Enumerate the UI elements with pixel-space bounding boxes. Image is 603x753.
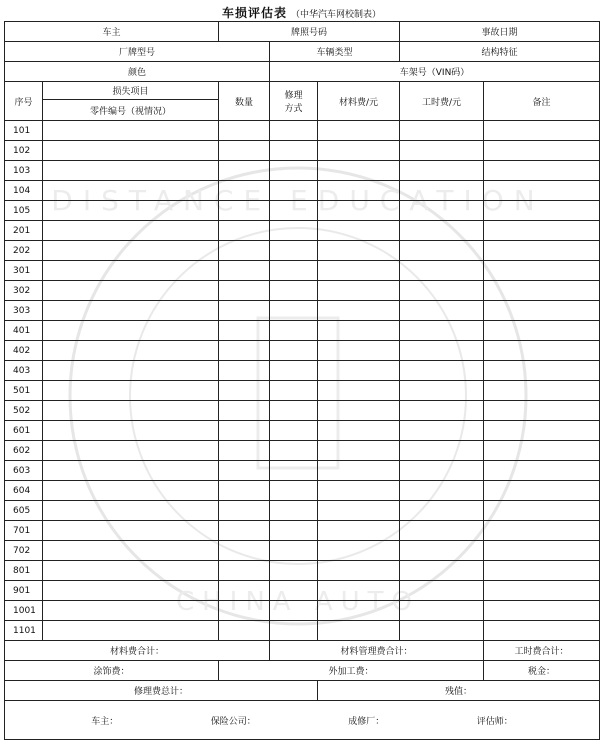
part-cell[interactable] [43, 581, 219, 601]
sign-assessor: 评估师： [476, 716, 513, 727]
material-fee-cell[interactable] [318, 381, 400, 401]
item-code: 604 [5, 481, 43, 501]
remark-cell[interactable] [484, 381, 600, 401]
brand-model-label: 厂牌型号 [5, 42, 270, 62]
material-total-label: 材料费合计： [5, 641, 270, 661]
part-cell[interactable] [43, 601, 219, 621]
color-label: 颜色 [5, 62, 270, 82]
plate-label: 牌照号码 [219, 22, 400, 42]
material-fee-cell[interactable] [318, 201, 400, 221]
remark-cell[interactable] [484, 341, 600, 361]
item-code: 101 [5, 121, 43, 141]
material-fee-cell[interactable] [318, 541, 400, 561]
remark-cell[interactable] [484, 221, 600, 241]
title-sub: （中华汽车网校制表） [291, 10, 382, 20]
qty-cell[interactable] [219, 381, 270, 401]
material-mgmt-total-label: 材料管理费合计： [270, 641, 484, 661]
labor-fee-cell[interactable] [400, 201, 484, 221]
material-fee-cell[interactable] [318, 301, 400, 321]
damage-assessment-table [4, 21, 600, 740]
item-row [5, 261, 600, 281]
qty-cell[interactable] [219, 281, 270, 301]
repair-method-cell[interactable] [270, 461, 318, 481]
qty-cell[interactable] [219, 521, 270, 541]
remark-cell[interactable] [484, 181, 600, 201]
qty-cell[interactable] [219, 481, 270, 501]
column-header-row-1 [5, 82, 600, 100]
material-fee-cell[interactable] [318, 601, 400, 621]
labor-fee-cell[interactable] [400, 381, 484, 401]
col-material-fee: 材料费/元 [318, 82, 400, 121]
labor-fee-cell[interactable] [400, 481, 484, 501]
labor-fee-cell[interactable] [400, 581, 484, 601]
part-cell[interactable] [43, 301, 219, 321]
part-cell[interactable] [43, 421, 219, 441]
item-code: 302 [5, 281, 43, 301]
form-title [0, 4, 603, 20]
qty-cell[interactable] [219, 621, 270, 641]
item-row [5, 201, 600, 221]
signature-row [5, 701, 600, 740]
item-code: 103 [5, 161, 43, 181]
remark-cell[interactable] [484, 121, 600, 141]
labor-fee-cell[interactable] [400, 341, 484, 361]
item-code: 603 [5, 461, 43, 481]
sign-repair-shop: 成修厂： [348, 716, 385, 727]
repair-method-cell[interactable] [270, 321, 318, 341]
material-fee-cell[interactable] [318, 581, 400, 601]
part-cell[interactable] [43, 501, 219, 521]
item-row [5, 241, 600, 261]
repair-method-cell[interactable] [270, 281, 318, 301]
remark-cell[interactable] [484, 301, 600, 321]
item-row [5, 141, 600, 161]
owner-label: 车主 [5, 22, 219, 42]
material-fee-cell[interactable] [318, 121, 400, 141]
item-row [5, 581, 600, 601]
remark-cell[interactable] [484, 361, 600, 381]
material-fee-cell[interactable] [318, 141, 400, 161]
item-row [5, 121, 600, 141]
structure-label: 结构特征 [400, 42, 600, 62]
col-remark: 备注 [484, 82, 600, 121]
repair-method-cell[interactable] [270, 121, 318, 141]
labor-fee-cell[interactable] [400, 561, 484, 581]
vehicle-type-label: 车辆类型 [270, 42, 400, 62]
item-row [5, 461, 600, 481]
item-code: 1001 [5, 601, 43, 621]
totals-row-1 [5, 641, 600, 661]
repair-method-cell[interactable] [270, 201, 318, 221]
labor-fee-cell[interactable] [400, 541, 484, 561]
remark-cell[interactable] [484, 241, 600, 261]
qty-cell[interactable] [219, 461, 270, 481]
repair-method-cell[interactable] [270, 621, 318, 641]
part-cell[interactable] [43, 321, 219, 341]
qty-cell[interactable] [219, 581, 270, 601]
qty-cell[interactable] [219, 341, 270, 361]
item-code: 301 [5, 261, 43, 281]
labor-fee-cell[interactable] [400, 321, 484, 341]
qty-cell[interactable] [219, 561, 270, 581]
material-fee-cell[interactable] [318, 241, 400, 261]
repair-method-cell[interactable] [270, 401, 318, 421]
item-row [5, 361, 600, 381]
col-qty: 数量 [219, 82, 270, 121]
qty-cell[interactable] [219, 261, 270, 281]
item-row [5, 401, 600, 421]
repair-method-cell[interactable] [270, 161, 318, 181]
part-cell[interactable] [43, 201, 219, 221]
repair-method-cell[interactable] [270, 521, 318, 541]
labor-fee-cell[interactable] [400, 161, 484, 181]
item-row [5, 481, 600, 501]
item-code: 1101 [5, 621, 43, 641]
item-code: 102 [5, 141, 43, 161]
part-cell[interactable] [43, 121, 219, 141]
material-fee-cell[interactable] [318, 401, 400, 421]
item-row [5, 441, 600, 461]
qty-cell[interactable] [219, 401, 270, 421]
repair-method-cell[interactable] [270, 381, 318, 401]
part-cell[interactable] [43, 561, 219, 581]
qty-cell[interactable] [219, 121, 270, 141]
remark-cell[interactable] [484, 561, 600, 581]
material-fee-cell[interactable] [318, 461, 400, 481]
item-rows [5, 121, 600, 641]
qty-cell[interactable] [219, 161, 270, 181]
remark-cell[interactable] [484, 581, 600, 601]
material-fee-cell[interactable] [318, 321, 400, 341]
col-repair-method [270, 82, 318, 121]
header-row-2 [5, 42, 600, 62]
labor-fee-cell[interactable] [400, 241, 484, 261]
item-row [5, 221, 600, 241]
item-code: 605 [5, 501, 43, 521]
part-cell[interactable] [43, 381, 219, 401]
item-row [5, 601, 600, 621]
repair-method-cell[interactable] [270, 261, 318, 281]
remark-cell[interactable] [484, 461, 600, 481]
paint-label: 涂饰费： [5, 661, 219, 681]
col-item: 损失项目 [43, 82, 219, 100]
qty-cell[interactable] [219, 301, 270, 321]
remark-cell[interactable] [484, 201, 600, 221]
item-code: 201 [5, 221, 43, 241]
qty-cell[interactable] [219, 321, 270, 341]
part-cell[interactable] [43, 181, 219, 201]
qty-cell[interactable] [219, 201, 270, 221]
qty-cell[interactable] [219, 601, 270, 621]
qty-cell[interactable] [219, 421, 270, 441]
labor-fee-cell[interactable] [400, 221, 484, 241]
svg-text:DISTANCE EDUCATION: DISTANCE EDUCATION [51, 184, 545, 217]
part-cell[interactable] [43, 481, 219, 501]
remark-cell[interactable] [484, 521, 600, 541]
part-cell[interactable] [43, 521, 219, 541]
material-fee-cell[interactable] [318, 421, 400, 441]
remark-cell[interactable] [484, 141, 600, 161]
repair-method-cell[interactable] [270, 481, 318, 501]
material-fee-cell[interactable] [318, 221, 400, 241]
remark-cell[interactable] [484, 621, 600, 641]
svg-text:CHINA AUTO: CHINA AUTO [175, 587, 421, 617]
item-code: 602 [5, 441, 43, 461]
part-cell[interactable] [43, 461, 219, 481]
item-code: 105 [5, 201, 43, 221]
part-cell[interactable] [43, 161, 219, 181]
item-row [5, 341, 600, 361]
repair-method-cell[interactable] [270, 361, 318, 381]
header-row-1 [5, 22, 600, 42]
accident-date-label: 事故日期 [400, 22, 600, 42]
item-code: 402 [5, 341, 43, 361]
material-fee-cell[interactable] [318, 441, 400, 461]
material-fee-cell[interactable] [318, 501, 400, 521]
labor-fee-cell[interactable] [400, 181, 484, 201]
item-row [5, 561, 600, 581]
material-fee-cell[interactable] [318, 161, 400, 181]
item-code: 202 [5, 241, 43, 261]
labor-fee-cell[interactable] [400, 601, 484, 621]
remark-cell[interactable] [484, 441, 600, 461]
header-row-3 [5, 62, 600, 82]
item-row [5, 501, 600, 521]
repair-method-cell[interactable] [270, 501, 318, 521]
material-fee-cell[interactable] [318, 261, 400, 281]
labor-fee-cell[interactable] [400, 441, 484, 461]
sign-owner: 车主： [91, 716, 119, 727]
signature-line [5, 714, 599, 727]
qty-cell[interactable] [219, 221, 270, 241]
item-row [5, 521, 600, 541]
labor-fee-cell[interactable] [400, 401, 484, 421]
remark-cell[interactable] [484, 401, 600, 421]
labor-fee-cell[interactable] [400, 281, 484, 301]
qty-cell[interactable] [219, 361, 270, 381]
col-part-no: 零件编号（视情况） [43, 100, 219, 121]
col-repair-line2: 方式 [284, 104, 303, 114]
material-fee-cell[interactable] [318, 281, 400, 301]
material-fee-cell[interactable] [318, 481, 400, 501]
totals-row-2 [5, 661, 600, 681]
labor-fee-cell[interactable] [400, 141, 484, 161]
material-fee-cell[interactable] [318, 621, 400, 641]
labor-fee-cell[interactable] [400, 121, 484, 141]
item-row [5, 181, 600, 201]
item-code: 702 [5, 541, 43, 561]
item-row [5, 301, 600, 321]
item-code: 601 [5, 421, 43, 441]
qty-cell[interactable] [219, 541, 270, 561]
repair-method-cell[interactable] [270, 421, 318, 441]
part-cell[interactable] [43, 261, 219, 281]
repair-method-cell[interactable] [270, 221, 318, 241]
material-fee-cell[interactable] [318, 361, 400, 381]
material-fee-cell[interactable] [318, 561, 400, 581]
extra-labor-label: 外加工费： [219, 661, 484, 681]
material-fee-cell[interactable] [318, 181, 400, 201]
item-code: 901 [5, 581, 43, 601]
labor-fee-cell[interactable] [400, 361, 484, 381]
repair-total-label: 修理费总计： [5, 681, 318, 701]
labor-fee-cell[interactable] [400, 501, 484, 521]
part-cell[interactable] [43, 221, 219, 241]
item-row [5, 381, 600, 401]
vin-label: 车架号（VIN码） [270, 62, 600, 82]
item-code: 801 [5, 561, 43, 581]
item-code: 502 [5, 401, 43, 421]
item-row [5, 321, 600, 341]
item-code: 701 [5, 521, 43, 541]
item-code: 403 [5, 361, 43, 381]
remark-cell[interactable] [484, 321, 600, 341]
tax-label: 税金： [484, 661, 600, 681]
remark-cell[interactable] [484, 421, 600, 441]
repair-method-cell[interactable] [270, 601, 318, 621]
qty-cell[interactable] [219, 501, 270, 521]
item-row [5, 421, 600, 441]
part-cell[interactable] [43, 621, 219, 641]
part-cell[interactable] [43, 441, 219, 461]
item-row [5, 621, 600, 641]
labor-total-label: 工时费合计： [484, 641, 600, 661]
material-fee-cell[interactable] [318, 521, 400, 541]
remark-cell[interactable] [484, 501, 600, 521]
repair-method-cell[interactable] [270, 301, 318, 321]
qty-cell[interactable] [219, 181, 270, 201]
repair-method-cell[interactable] [270, 141, 318, 161]
part-cell[interactable] [43, 281, 219, 301]
remark-cell[interactable] [484, 281, 600, 301]
part-cell[interactable] [43, 401, 219, 421]
part-cell[interactable] [43, 341, 219, 361]
labor-fee-cell[interactable] [400, 461, 484, 481]
repair-method-cell[interactable] [270, 581, 318, 601]
item-code: 104 [5, 181, 43, 201]
qty-cell[interactable] [219, 441, 270, 461]
remark-cell[interactable] [484, 261, 600, 281]
col-labor-fee: 工时费/元 [400, 82, 484, 121]
col-repair-line1: 修理 [284, 91, 303, 101]
totals-row-3 [5, 681, 600, 701]
item-row [5, 281, 600, 301]
labor-fee-cell[interactable] [400, 621, 484, 641]
remark-cell[interactable] [484, 481, 600, 501]
labor-fee-cell[interactable] [400, 301, 484, 321]
title-main: 车损评估表 [221, 6, 287, 20]
repair-method-cell[interactable] [270, 441, 318, 461]
item-row [5, 161, 600, 181]
repair-method-cell[interactable] [270, 561, 318, 581]
remark-cell[interactable] [484, 541, 600, 561]
part-cell[interactable] [43, 361, 219, 381]
part-cell[interactable] [43, 141, 219, 161]
repair-method-cell[interactable] [270, 241, 318, 261]
sign-insurer: 保险公司： [210, 716, 256, 727]
repair-method-cell[interactable] [270, 541, 318, 561]
labor-fee-cell[interactable] [400, 521, 484, 541]
labor-fee-cell[interactable] [400, 261, 484, 281]
item-code: 303 [5, 301, 43, 321]
material-fee-cell[interactable] [318, 341, 400, 361]
item-row [5, 541, 600, 561]
qty-cell[interactable] [219, 241, 270, 261]
part-cell[interactable] [43, 241, 219, 261]
salvage-label: 残值： [318, 681, 600, 701]
qty-cell[interactable] [219, 141, 270, 161]
item-code: 401 [5, 321, 43, 341]
col-seq: 序号 [5, 82, 43, 121]
labor-fee-cell[interactable] [400, 421, 484, 441]
repair-method-cell[interactable] [270, 181, 318, 201]
remark-cell[interactable] [484, 601, 600, 621]
repair-method-cell[interactable] [270, 341, 318, 361]
remark-cell[interactable] [484, 161, 600, 181]
item-code: 501 [5, 381, 43, 401]
part-cell[interactable] [43, 541, 219, 561]
